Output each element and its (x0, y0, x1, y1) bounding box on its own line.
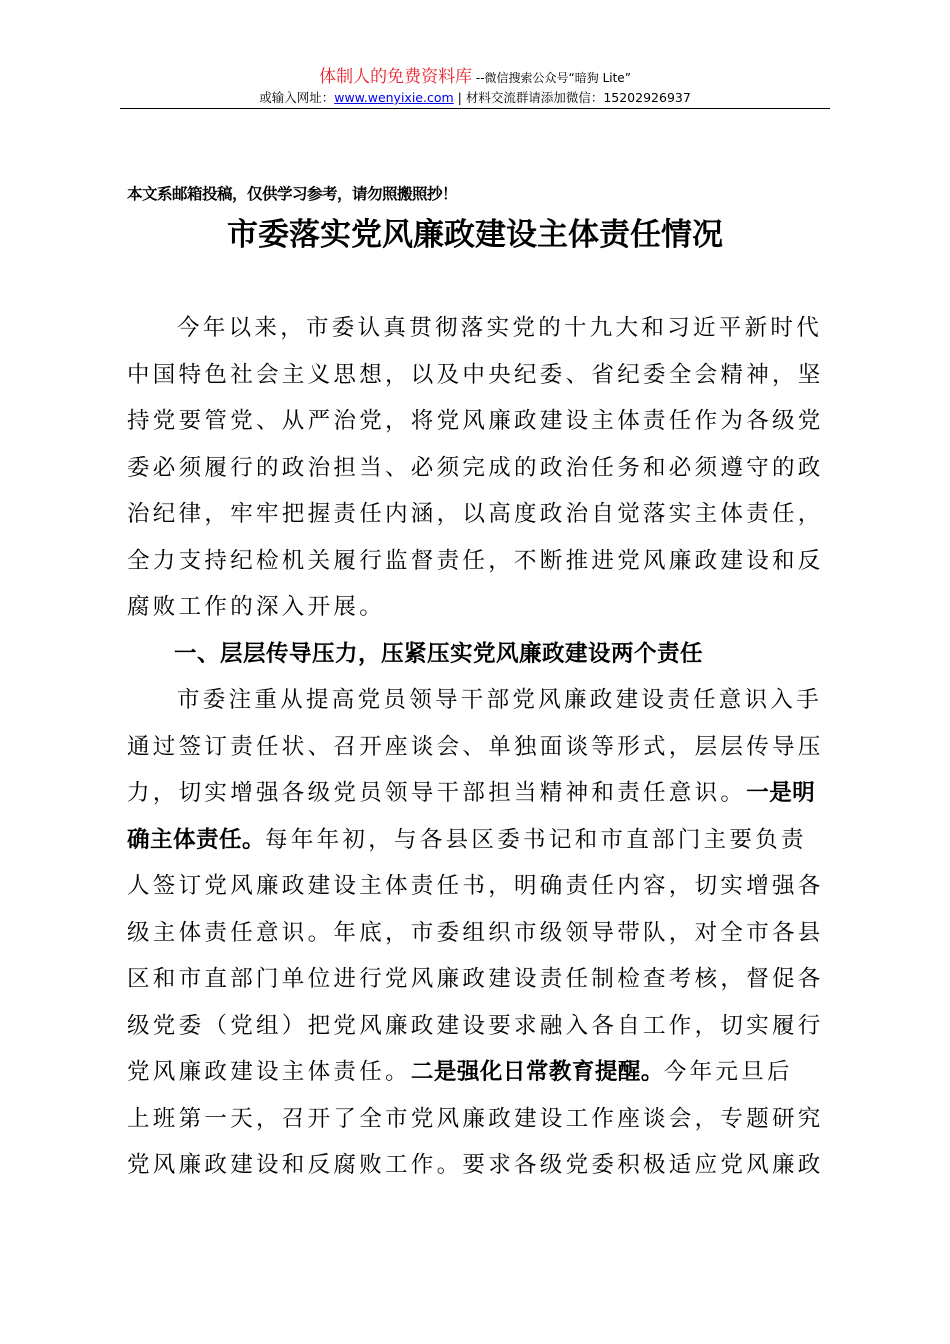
header-url-prefix: 或输入网址： (259, 90, 335, 105)
paragraph-line: 腐败工作的深入开展。 (127, 594, 386, 620)
website-link[interactable]: www.wenyixie.com (334, 90, 454, 105)
section-heading: 一、层层传导压力，压紧压实党风廉政建设两个责任 (174, 640, 704, 667)
paragraph-line: 区和市直部门单位进行党风廉政建设责任制检查考核，督促各 (127, 966, 824, 992)
paragraph-line: 市委注重从提高党员领导干部党风廉政建设责任意识入手 (177, 687, 823, 713)
paragraph-line: 持党要管党、从严治党，将党风廉政建设主体责任作为各级党 (127, 408, 824, 434)
paragraph-text: 党风廉政建设主体责任。 (127, 1059, 411, 1085)
paragraph-line (127, 1049, 827, 1096)
header-divider (120, 108, 830, 109)
paragraph-text: 力，切实增强各级党员领导干部担当精神和责任意识。 (127, 780, 747, 806)
paragraph-text: 今年元旦后 (663, 1059, 793, 1085)
paragraph-line: 委必须履行的政治担当、必须完成的政治任务和必须遵守的政 (127, 454, 824, 481)
paragraph-line: 级党委（党组）把党风廉政建设要求融入各自工作，切实履行 (127, 1012, 824, 1039)
paragraph-line: 今年以来，市委认真贯彻落实党的十九大和习近平新时代 (177, 315, 823, 341)
paragraph-line: 党风廉政建设和反腐败工作。要求各级党委积极适应党风廉政 (127, 1152, 824, 1178)
page-header (120, 66, 830, 107)
paragraph-line (127, 817, 827, 864)
paragraph-line (127, 770, 827, 817)
paragraph-line: 治纪律，牢牢把握责任内涵，以高度政治自觉落实主体责任， (127, 501, 824, 527)
paragraph-line: 通过签订责任状、召开座谈会、单独面谈等形式，层层传导压 (127, 733, 824, 760)
paragraph-line: 级主体责任意识。年底，市委组织市级领导带队，对全市各县 (127, 919, 824, 946)
header-tagline: --微信搜索公众号“暗狗 Lite” (472, 71, 631, 85)
bold-point-label: 一是明 (746, 780, 816, 806)
header-contact: | 材料交流群请添加微信：15202926937 (453, 90, 691, 105)
header-line-2 (120, 89, 830, 107)
bold-point-label: 确主体责任。 (127, 826, 266, 853)
header-brand: 体制人的免费资料库 (319, 67, 473, 87)
bold-point-label: 二是强化日常教育提醒。 (410, 1059, 664, 1085)
paragraph-text: 每年年初，与各县区委书记和市直部门主要负责 (265, 826, 807, 853)
paragraph-line: 人签订党风廉政建设主体责任书，明确责任内容，切实增强各 (127, 873, 824, 899)
disclaimer: 本文系邮箱投稿，仅供学习参考，请勿照搬照抄！ (127, 184, 458, 203)
header-line-1 (120, 66, 830, 89)
paragraph-line: 全力支持纪检机关履行监督责任，不断推进党风廉政建设和反 (127, 547, 824, 574)
paragraph-line: 上班第一天，召开了全市党风廉政建设工作座谈会，专题研究 (127, 1105, 824, 1132)
document-body (127, 305, 827, 1189)
paragraph-line: 中国特色社会主义思想，以及中央纪委、省纪委全会精神，坚 (127, 361, 824, 388)
document-title: 市委落实党风廉政建设主体责任情况 (227, 217, 723, 253)
